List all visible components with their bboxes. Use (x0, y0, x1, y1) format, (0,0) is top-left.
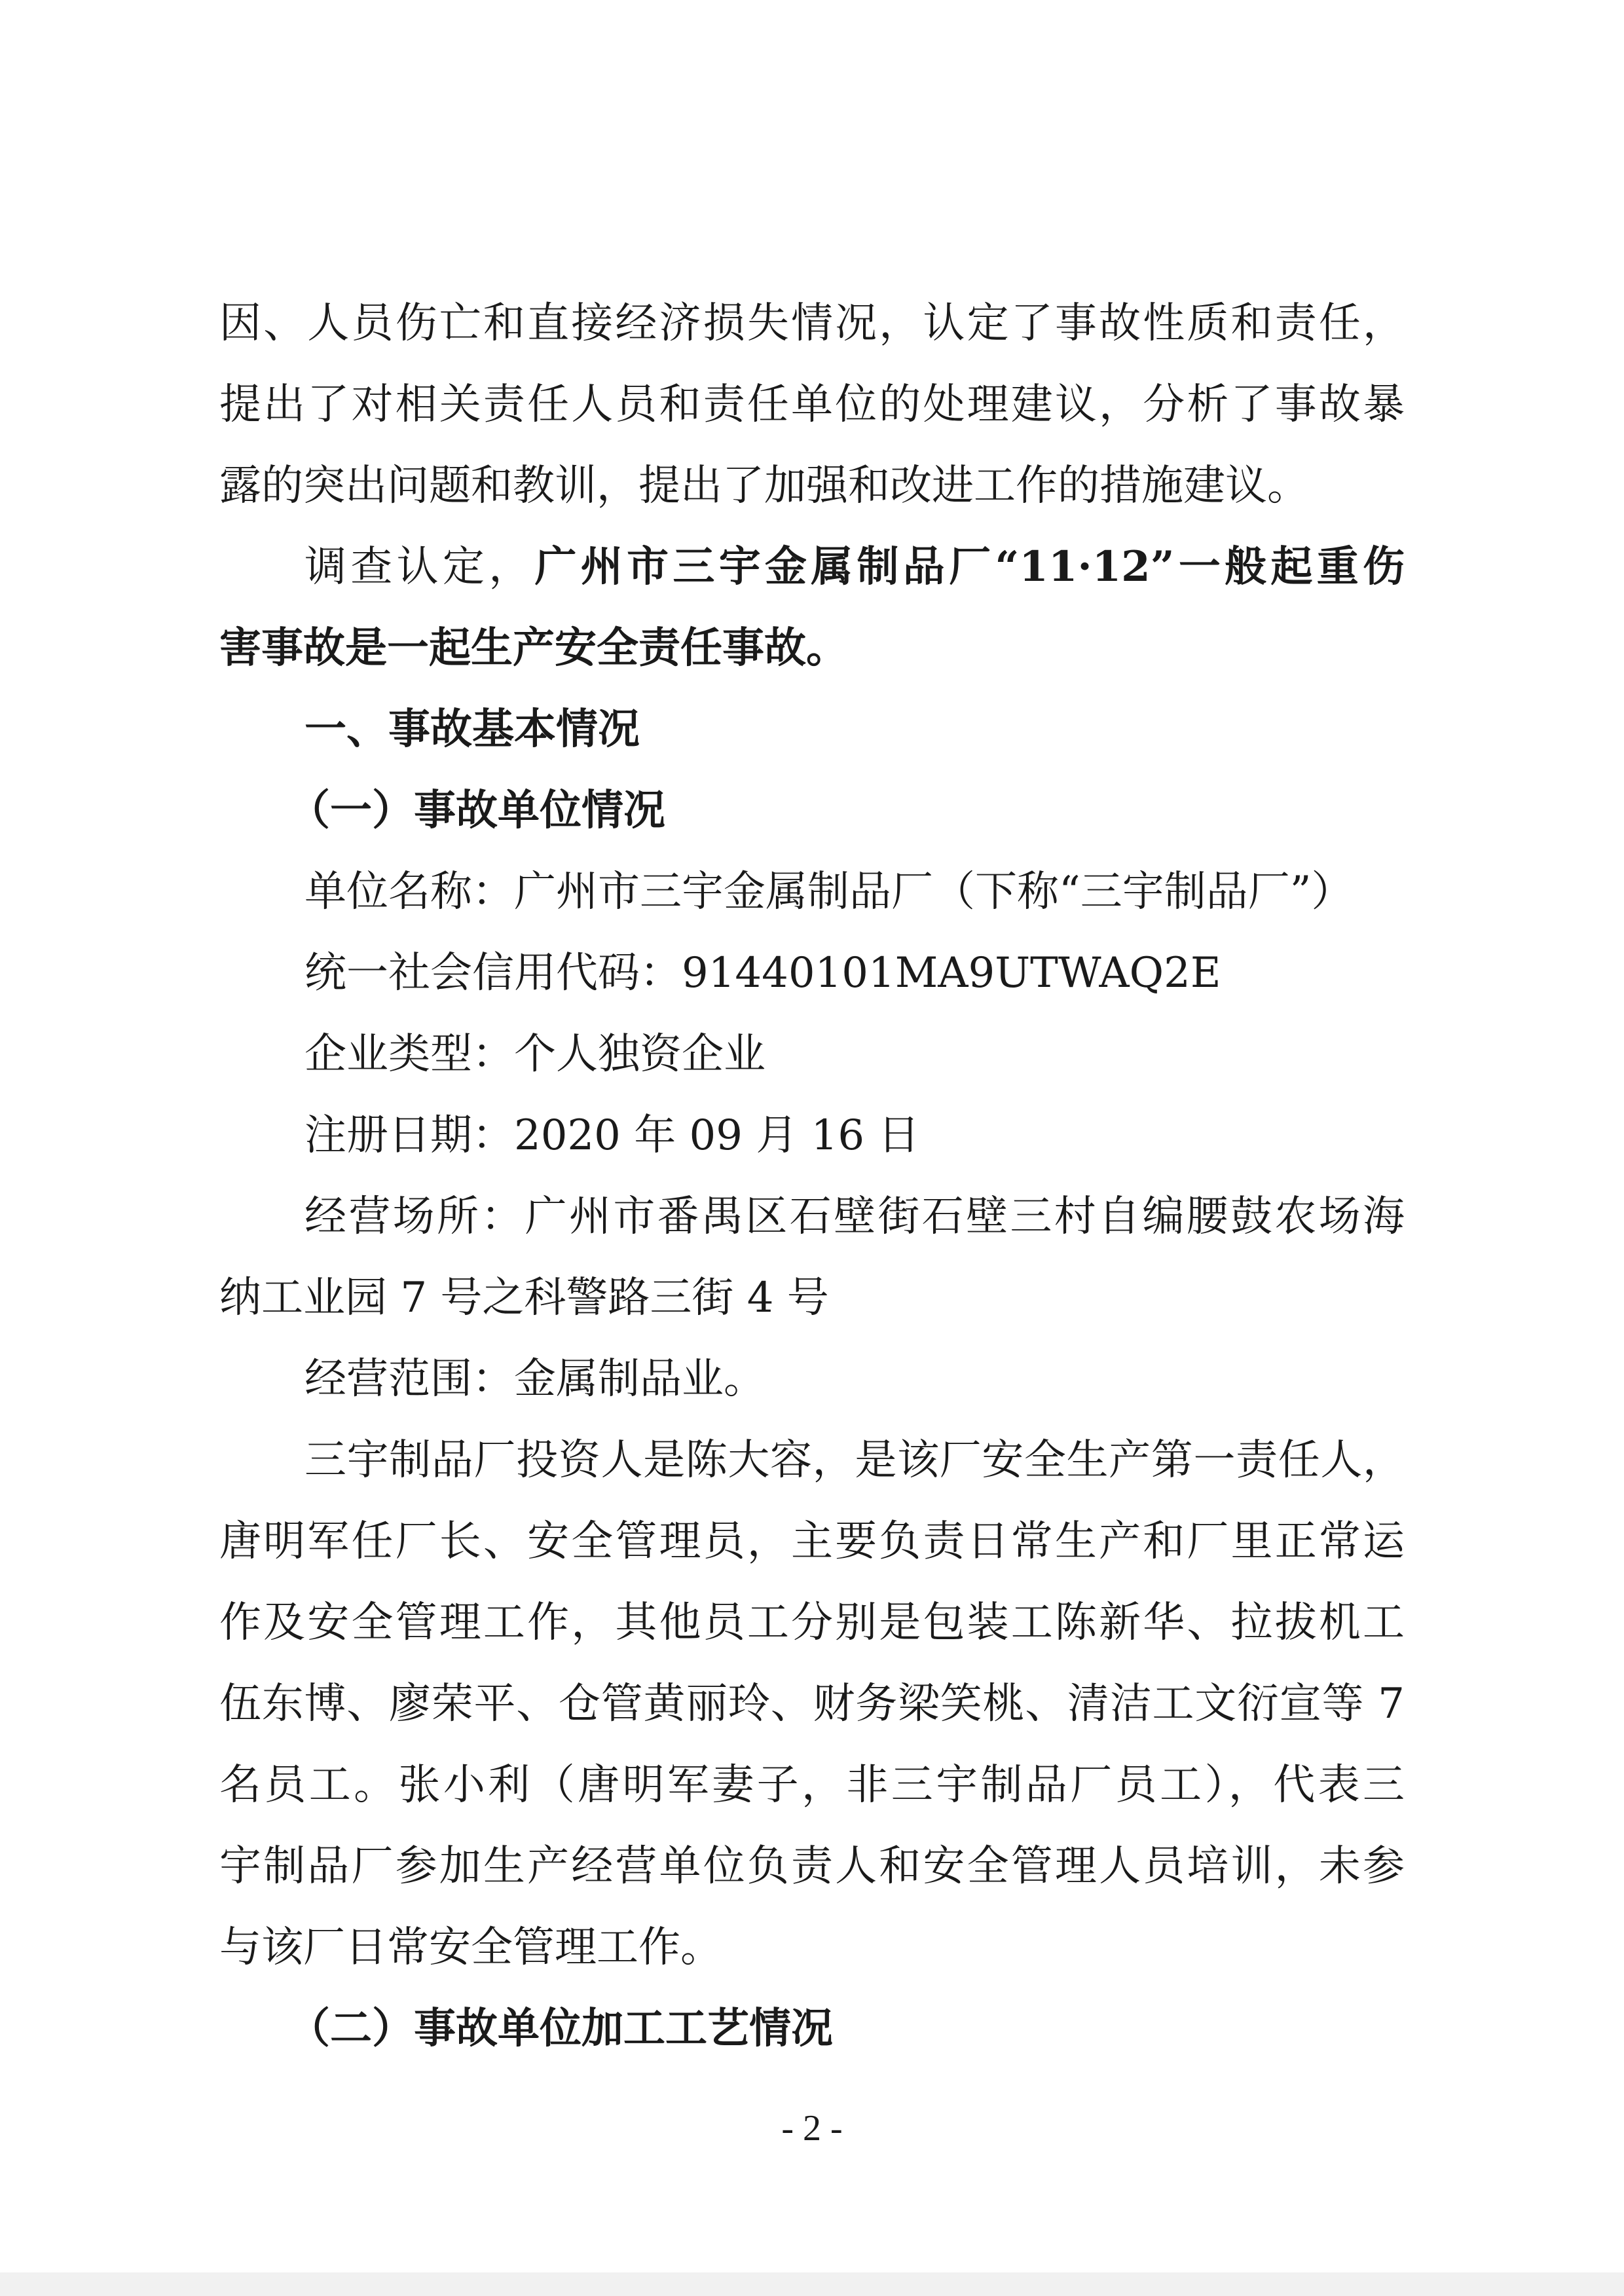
scan-edge (0, 2272, 1624, 2296)
section-heading: 一、事故基本情况 (304, 705, 640, 754)
paragraph-line: 露的突出问题和教训，提出了加强和改进工作的措施建议。 (219, 462, 1309, 510)
credit-code: 统一社会信用代码：91440101MA9UTWAQ2E (304, 949, 1221, 997)
business-scope: 经营范围：金属制品业。 (304, 1355, 766, 1403)
finding-prefix: 调查认定， (304, 543, 535, 591)
paragraph-line: 三宇制品厂投资人是陈大容，是该厂安全生产第一责任人， (304, 1436, 1405, 1485)
paragraph-line: 与该厂日常安全管理工作。 (219, 1923, 722, 1972)
paragraph-line: 作及安全管理工作，其他员工分别是包装工陈新华、拉拔机工 (219, 1599, 1405, 1647)
paragraph-line: 名员工。张小利（唐明军妻子，非三宇制品厂员工），代表三 (219, 1761, 1405, 1809)
subsection-heading: （一）事故单位情况 (288, 786, 665, 835)
paragraph-line: 提出了对相关责任人员和责任单位的处理建议，分析了事故暴 (219, 380, 1405, 429)
paragraph-line: 因、人员伤亡和直接经济损失情况，认定了事故性质和责任， (219, 299, 1405, 348)
finding-line (304, 527, 1405, 608)
enterprise-type: 企业类型：个人独资企业 (304, 1030, 766, 1079)
paragraph-line: 伍东博、廖荣平、仓管黄丽玲、财务梁笑桃、清洁工文衍宣等 7 (219, 1680, 1405, 1728)
page-number: - 2 - (781, 2108, 843, 2149)
business-address-cont: 纳工业园 7 号之科警路三街 4 号 (219, 1274, 829, 1322)
company-name: 单位名称：广州市三宇金属制品厂（下称“三宇制品厂”） (304, 868, 1354, 916)
finding-conclusion: 广州市三宇金属制品厂“11·12”一般起重伤 (534, 542, 1405, 591)
paragraph-line: 宇制品厂参加生产经营单位负责人和安全管理人员培训，未参 (219, 1842, 1405, 1891)
finding-conclusion-line: 害事故是一起生产安全责任事故。 (219, 623, 848, 673)
subsection-heading: （二）事故单位加工工艺情况 (288, 2004, 833, 2053)
paragraph-line: 唐明军任厂长、安全管理员，主要负责日常生产和厂里正常运 (219, 1517, 1405, 1566)
business-address: 经营场所：广州市番禺区石壁街石壁三村自编腰鼓农场海 (304, 1193, 1405, 1241)
registration-date: 注册日期：2020 年 09 月 16 日 (304, 1111, 920, 1160)
